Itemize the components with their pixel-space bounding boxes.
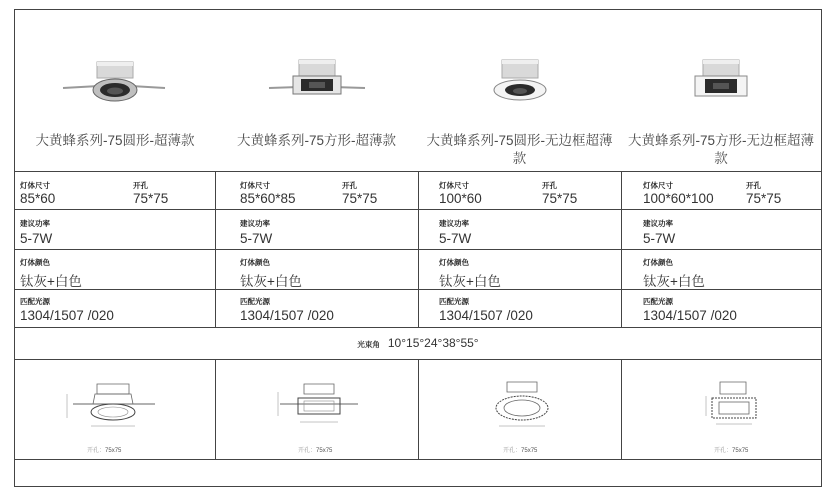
product-column-4: [621, 10, 821, 171]
size-label: 灯体尺寸: [439, 181, 469, 190]
source-label: 匹配光源: [439, 297, 469, 306]
color-value: 钛灰+白色: [20, 274, 82, 289]
power-label: 建议功率: [439, 219, 469, 228]
spec-cell: [15, 210, 215, 249]
spec-cell: [418, 250, 621, 289]
color-value: 钛灰+白色: [240, 274, 302, 289]
drawing-caption: 开孔：75x75: [298, 448, 333, 454]
source-value: 1304/1507 /020: [439, 308, 533, 323]
spec-sheet: [14, 9, 822, 487]
hole-value: 75*75: [133, 191, 169, 206]
product-title: 大黄蜂系列-75圆形-超薄款: [35, 133, 195, 148]
source-value: 1304/1507 /020: [240, 308, 334, 323]
beam-angle-value: 10°15°24°38°55°: [387, 336, 479, 350]
power-value: 5-7W: [20, 231, 53, 246]
spec-cell: [215, 172, 418, 209]
hole-value: 75*75: [542, 191, 578, 206]
drawing-cell: [215, 360, 418, 459]
size-label: 灯体尺寸: [240, 181, 270, 190]
color-label: 灯体颜色: [20, 258, 50, 267]
beam-angle: [15, 336, 821, 350]
spec-cell: [418, 210, 621, 249]
color-label: 灯体颜色: [643, 258, 673, 267]
source-row: [15, 289, 821, 327]
spec-cell: [621, 172, 821, 209]
drawing-cell: [621, 360, 821, 459]
size-label: 灯体尺寸: [20, 181, 50, 190]
drawing-round-frameless: [419, 360, 622, 458]
hole-label: 开孔: [542, 181, 557, 190]
drawing-row: [15, 359, 821, 459]
size-row: [15, 171, 821, 209]
source-label: 匹配光源: [643, 297, 673, 306]
power-value: 5-7W: [240, 231, 273, 246]
spec-cell: [418, 290, 621, 327]
product-photo-square-thin: [215, 50, 418, 115]
product-photo-row: [15, 10, 821, 171]
power-value: 5-7W: [643, 231, 676, 246]
beam-angle-row: [15, 327, 821, 359]
spec-cell: [215, 210, 418, 249]
color-value: 钛灰+白色: [643, 274, 705, 289]
source-label: 匹配光源: [20, 297, 50, 306]
power-value: 5-7W: [439, 231, 472, 246]
size-value: 85*60*85: [240, 191, 296, 206]
color-label: 灯体颜色: [439, 258, 469, 267]
spec-cell: [15, 172, 215, 209]
drawing-caption: 开孔：75x75: [87, 448, 122, 454]
product-photo-round-thin: [15, 50, 215, 115]
size-value: 100*60*100: [643, 191, 714, 206]
hole-value: 75*75: [746, 191, 782, 206]
spec-cell: [418, 172, 621, 209]
spec-cell: [215, 290, 418, 327]
spec-cell: [15, 250, 215, 289]
drawing-square-thin: [216, 360, 419, 458]
size-value: 100*60: [439, 191, 482, 206]
product-title: 大黄蜂系列-75圆形-无边框超薄款: [426, 133, 613, 166]
spec-cell: [215, 250, 418, 289]
product-column-3: [418, 10, 621, 171]
product-title: 大黄蜂系列-75方形-无边框超薄款: [627, 133, 814, 166]
color-label: 灯体颜色: [240, 258, 270, 267]
power-row: [15, 209, 821, 249]
power-label: 建议功率: [20, 219, 50, 228]
source-value: 1304/1507 /020: [643, 308, 737, 323]
color-value: 钛灰+白色: [439, 274, 501, 289]
color-row: [15, 249, 821, 289]
drawing-round-thin: [15, 360, 215, 458]
spec-cell: [15, 290, 215, 327]
product-title: 大黄蜂系列-75方形-超薄款: [236, 133, 396, 148]
product-column-1: [15, 10, 215, 171]
drawing-cell: [418, 360, 621, 459]
power-label: 建议功率: [643, 219, 673, 228]
drawing-caption: 开孔：75x75: [503, 448, 538, 454]
drawing-caption: 开孔：75x75: [714, 448, 749, 454]
product-photo-square-frameless: [621, 50, 821, 115]
spec-cell: [621, 210, 821, 249]
spec-cell: [621, 250, 821, 289]
hole-value: 75*75: [342, 191, 378, 206]
hole-label: 开孔: [746, 181, 761, 190]
source-value: 1304/1507 /020: [20, 308, 114, 323]
spec-cell: [621, 290, 821, 327]
hole-label: 开孔: [133, 181, 148, 190]
product-photo-round-frameless: [418, 50, 621, 115]
table-bottom-rule: [15, 459, 821, 460]
product-column-2: [215, 10, 418, 171]
hole-label: 开孔: [342, 181, 357, 190]
beam-angle-label: 光束角: [357, 340, 380, 349]
size-value: 85*60: [20, 191, 56, 206]
size-label: 灯体尺寸: [643, 181, 673, 190]
power-label: 建议功率: [240, 219, 270, 228]
drawing-cell: [15, 360, 215, 459]
drawing-square-frameless: [622, 360, 822, 458]
source-label: 匹配光源: [240, 297, 270, 306]
